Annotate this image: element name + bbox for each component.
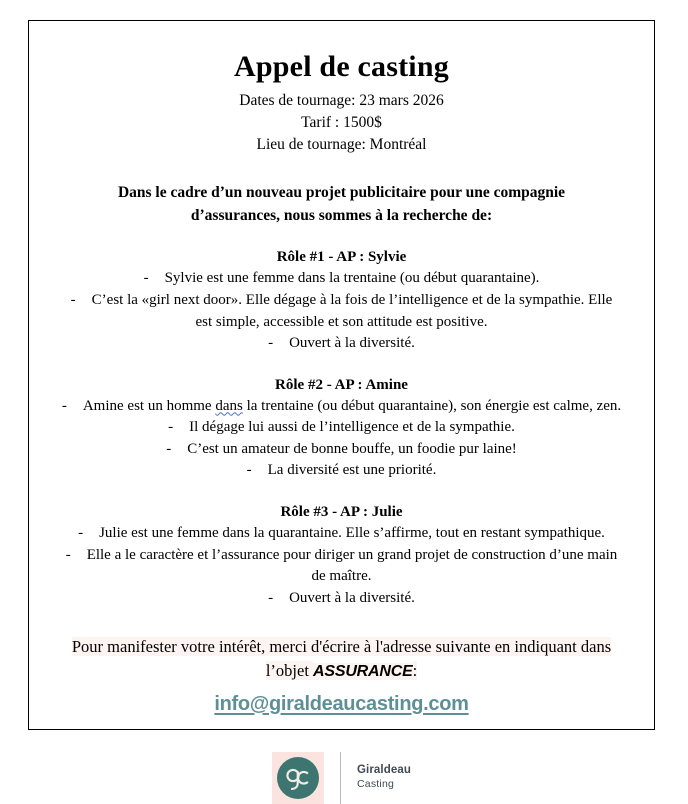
role-bullet <box>59 290 624 333</box>
role-bullet <box>59 333 624 355</box>
bullet-text-after: la trentaine (ou début quarantaine), son énergie est calme, zen. <box>242 397 622 414</box>
role-bullet <box>59 588 624 610</box>
rate: Tarif : 1500$ <box>301 114 382 132</box>
bullet-text: C’est la «girl next door». Elle dégage à la fois de l’intelligence et de la sympathie. Elle est simple, accessible et son attitude est positive. <box>91 291 613 330</box>
logo-divider <box>340 752 341 804</box>
bullet-text: Il dégage lui aussi de l’intelligence et de la sympathie. <box>189 419 515 436</box>
cta-text-end: : <box>412 661 418 681</box>
bullet-text: Elle a le caractère et l’assurance pour diriger un grand projet de construction d’une main de maître. <box>86 546 618 585</box>
role-bullet <box>59 396 624 418</box>
role-heading: Rôle #3 - AP : Julie <box>280 504 403 521</box>
bullet-dash: - <box>143 270 149 287</box>
spacer <box>59 156 624 182</box>
document-page <box>28 20 655 791</box>
role-bullet <box>59 417 624 439</box>
logo-circle <box>277 757 319 799</box>
logo-brand-name: Giraldeau <box>357 764 411 777</box>
contact-email-link[interactable]: info@giraldeaucasting.com <box>214 692 469 715</box>
bullet-dash: - <box>166 440 172 457</box>
cta-subject-keyword: ASSURANCE <box>313 663 413 681</box>
role-section-2 <box>59 375 624 482</box>
shoot-dates: Dates de tournage: 23 mars 2026 <box>239 92 444 110</box>
bullet-dash: - <box>168 419 174 436</box>
role-section-3 <box>59 502 624 609</box>
spacer <box>59 227 624 247</box>
bullet-dash: - <box>78 525 84 542</box>
page-title: Appel de casting <box>234 50 449 83</box>
bullet-text: Julie est une femme dans la quarantaine. Elle s’affirme, tout en restant sympathique. <box>99 525 605 542</box>
bullet-text: Ouvert à la diversité. <box>289 335 415 352</box>
bullet-dash: - <box>246 462 252 479</box>
bullet-text: Ouvert à la diversité. <box>289 589 415 606</box>
role-bullet <box>59 268 624 290</box>
bullet-text: C’est un amateur de bonne bouffe, un foodie pur laine! <box>187 440 517 457</box>
bullet-dash: - <box>65 546 71 563</box>
role-heading: Rôle #1 - AP : Sylvie <box>276 249 407 266</box>
bullet-dash: - <box>61 397 67 414</box>
logo-wordmark <box>357 763 411 792</box>
document-body <box>29 21 654 804</box>
gc-monogram-icon <box>283 765 313 791</box>
brand-logo <box>59 752 624 804</box>
role-bullet <box>59 523 624 545</box>
bullet-dash: - <box>268 335 274 352</box>
spellcheck-flagged-word[interactable]: dans <box>215 397 243 414</box>
spacer <box>59 609 624 635</box>
intro-paragraph: Dans le cadre d’un nouveau projet publicitaire pour une compagnie d’assurances, nous sommes à la recherche de: <box>117 184 566 224</box>
spacer <box>59 482 624 502</box>
bullet-text: La diversité est une priorité. <box>267 462 437 479</box>
role-bullet <box>59 460 624 482</box>
bullet-text-before: Amine est un homme <box>82 397 216 414</box>
role-bullet <box>59 545 624 588</box>
cta-text: Pour manifester votre intérêt, merci d'écrire à l'adresse suivante en indiquant dans l’objet <box>71 637 612 681</box>
bullet-dash: - <box>268 589 274 606</box>
role-bullet <box>59 439 624 461</box>
call-to-action <box>59 635 624 683</box>
role-heading: Rôle #2 - AP : Amine <box>275 376 408 393</box>
spacer <box>59 355 624 375</box>
shoot-location: Lieu de tournage: Montréal <box>256 136 427 154</box>
role-section-1 <box>59 247 624 354</box>
logo-brand-subtitle: Casting <box>357 778 395 791</box>
logo-mark <box>272 752 324 804</box>
bullet-dash: - <box>70 291 76 308</box>
bullet-text: Sylvie est une femme dans la trentaine (ou début quarantaine). <box>164 270 540 287</box>
